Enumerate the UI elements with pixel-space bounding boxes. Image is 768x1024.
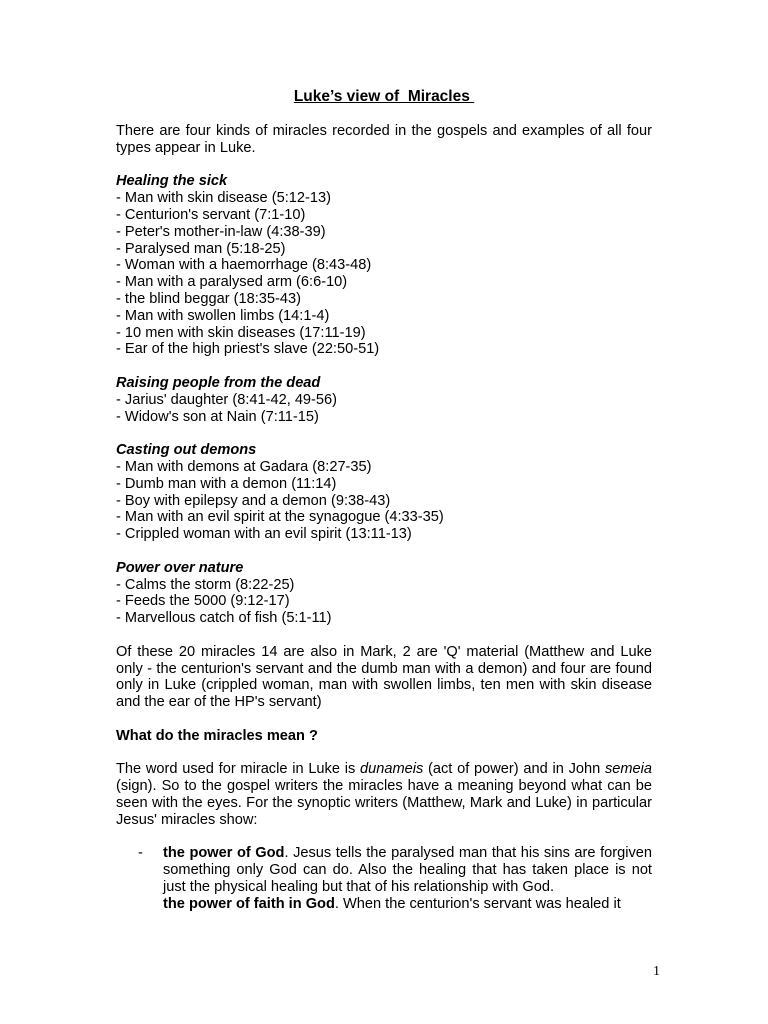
section-heading-healing: Healing the sick xyxy=(116,173,228,190)
list-item: - Man with swollen limbs (14:1-4) xyxy=(116,307,330,324)
list-item: - Boy with epilepsy and a demon (9:38-43) xyxy=(116,492,391,509)
list-item: - Jarius' daughter (8:41-42, 49-56) xyxy=(116,391,338,408)
term-dunameis: dunameis xyxy=(360,761,424,778)
list-item: - Man with skin disease (5:12-13) xyxy=(116,190,331,207)
list-nature xyxy=(116,577,652,627)
meaning-paragraph xyxy=(116,761,652,828)
list-item: - Ear of the high priest's slave (22:50-51) xyxy=(116,341,380,358)
meaning-heading: What do the miracles mean ? xyxy=(116,727,318,744)
list-item: - the blind beggar (18:35-43) xyxy=(116,290,301,307)
document-body xyxy=(116,123,652,912)
list-raising xyxy=(116,392,652,426)
list-item: - Peter's mother-in-law (4:38-39) xyxy=(116,223,326,240)
list-demons xyxy=(116,459,652,543)
list-healing xyxy=(116,190,652,358)
meaning-bullets xyxy=(116,845,652,912)
page-number: 1 xyxy=(653,964,660,979)
list-item: - 10 men with skin diseases (17:11-19) xyxy=(116,324,366,341)
section-heading-raising: Raising people from the dead xyxy=(116,374,321,391)
list-item: - Man with a paralysed arm (6:6-10) xyxy=(116,274,348,291)
meaning-text: (sign). So to the gospel writers the miracles have a meaning beyond what can be seen with the eyes. For the synoptic writers (Matthew, Mark and Luke) in particular Jesus' miracles show: xyxy=(116,778,652,828)
bullet-item xyxy=(116,845,652,895)
list-item: - Man with demons at Gadara (8:27-35) xyxy=(116,458,372,475)
bullet-dash: - xyxy=(138,845,143,862)
list-item: - Crippled woman with an evil spirit (13:11-13) xyxy=(116,526,412,543)
bullet-bold: the power of God xyxy=(163,845,285,862)
list-item: - Dumb man with a demon (11:14) xyxy=(116,475,337,492)
list-item: - Marvellous catch of fish (5:1-11) xyxy=(116,610,332,627)
intro-paragraph: There are four kinds of miracles recorded in the gospels and examples of all four types appear in Luke. xyxy=(116,123,652,156)
list-item: - Paralysed man (5:18-25) xyxy=(116,240,286,257)
list-item: - Widow's son at Nain (7:11-15) xyxy=(116,408,319,425)
summary-paragraph: Of these 20 miracles 14 are also in Mark, 2 are 'Q' material (Matthew and Luke only - the centurion's servant and the dumb man with a demon) and four are found only in Luke (crippled woman, man with swollen limbs, ten men with skin disease and the ear of the HP's servant) xyxy=(116,643,652,711)
bullet-continuation xyxy=(116,896,652,913)
list-item: - Calms the storm (8:22-25) xyxy=(116,576,295,593)
page-title: Luke’s view of Miracles xyxy=(293,88,475,105)
meaning-text: (act of power) and in John xyxy=(423,761,605,778)
section-heading-nature: Power over nature xyxy=(116,559,244,576)
meaning-text: The word used for miracle in Luke is xyxy=(116,761,360,778)
list-item: - Feeds the 5000 (9:12-17) xyxy=(116,593,290,610)
list-item: - Woman with a haemorrhage (8:43-48) xyxy=(116,257,372,274)
section-heading-demons: Casting out demons xyxy=(116,442,257,459)
bullet-bold: the power of faith in God xyxy=(163,895,335,912)
bullet-text: . Jesus tells the paralysed man that his sins are forgiven something only God can do. Also the healing that has taken place is not just the physical healing but that of his relationship with God. xyxy=(163,845,652,895)
list-item: - Centurion's servant (7:1-10) xyxy=(116,206,306,223)
list-item: - Man with an evil spirit at the synagogue (4:33-35) xyxy=(116,509,444,526)
term-semeia: semeia xyxy=(604,761,653,778)
bullet-text: . When the centurion's servant was healed it xyxy=(334,895,621,912)
